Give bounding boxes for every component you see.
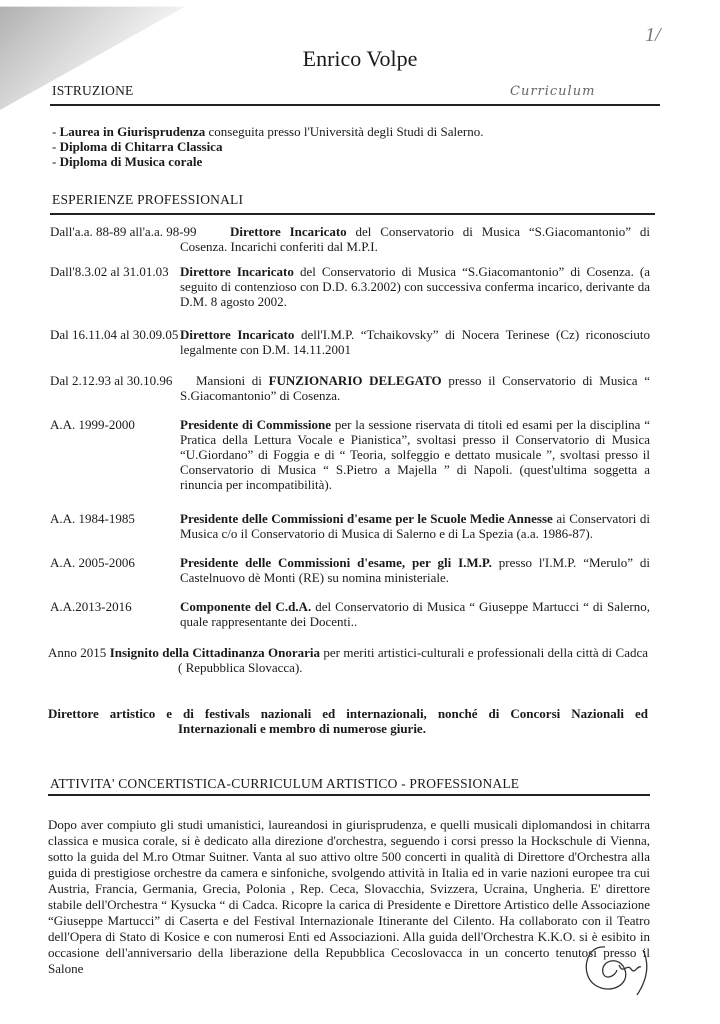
entry-body: Direttore Incaricato dell'I.M.P. “Tchaikovsky” di Nocera Terinese (Cz) riconosciuto legalmente con D.M. 14.11.2001 bbox=[180, 327, 650, 357]
education-item: - Diploma di Musica corale bbox=[52, 154, 203, 169]
entry-body: Presidente delle Commissioni d'esame per le Scuole Medie Annesse ai Conservatori di Musica c/o il Conservatorio di Musica di Salerno e di La Spezia (a.a. 1986-87). bbox=[180, 511, 650, 541]
experience-entry bbox=[48, 645, 648, 675]
entry-date: Dall'a.a. 88-89 all'a.a. 98-99 bbox=[50, 224, 197, 239]
education-item: - Diploma di Chitarra Classica bbox=[52, 139, 223, 154]
divider bbox=[50, 213, 655, 215]
experience-entry bbox=[50, 327, 650, 357]
experience-entry bbox=[50, 373, 650, 403]
entry-body: Direttore Incaricato del Conservatorio di Musica “S.Giacomantonio” di Cosenza. (a seguito di contenzioso con D.D. 6.3.2002) con successiva conferma incarico, derivante da D.M. 8 agosto 2002. bbox=[180, 264, 650, 309]
entry-body: Componente del C.d.A. del Conservatorio di Musica “ Giuseppe Martucci “ di Salerno, quale rappresentante dei Docenti.. bbox=[180, 599, 650, 629]
entry-date: Dal 2.12.93 al 30.10.96 bbox=[50, 373, 173, 388]
entry-body: Anno 2015 Insignito della Cittadinanza Onoraria per meriti artistici-culturali e professionali della città di Cadca ( Repubblica Slovacca). bbox=[48, 645, 649, 675]
section-heading-attivita: ATTIVITA' CONCERTISTICA-CURRICULUM ARTISTICO - PROFESSIONALE bbox=[50, 776, 520, 791]
note-line: Direttore artistico e di festivals nazionali ed internazionali, nonché di Concorsi Nazionali ed bbox=[48, 706, 648, 721]
note-line: Internazionali e membro di numerose giurie. bbox=[178, 721, 426, 736]
section-heading-esperienze: ESPERIENZE PROFESSIONALI bbox=[52, 192, 244, 207]
entry-body: Direttore Incaricato del Conservatorio di Musica “S.Giacomantonio” di Cosenza. Incarichi conferiti dal M.P.I. bbox=[180, 224, 650, 254]
entry-date: Anno 2015 bbox=[48, 645, 107, 660]
signature-icon bbox=[575, 935, 655, 1005]
entry-date: Dall'8.3.02 al 31.01.03 bbox=[50, 264, 169, 279]
entry-body: Mansioni di FUNZIONARIO DELEGATO presso il Conservatorio di Musica “ S.Giacomantonio” di Cosenza. bbox=[180, 373, 650, 403]
education-item: - Laurea in Giurisprudenza conseguita presso l'Università degli Studi di Salerno. bbox=[52, 124, 484, 139]
section-heading-istruzione: ISTRUZIONE bbox=[52, 83, 134, 98]
entry-date: Dal 16.11.04 al 30.09.05 bbox=[50, 327, 179, 342]
entry-date: A.A. 1999-2000 bbox=[50, 417, 135, 432]
entry-date: A.A. 2005-2006 bbox=[50, 555, 135, 570]
experience-entry bbox=[50, 417, 650, 492]
biography-paragraph: Dopo aver compiuto gli studi umanistici, laureandosi in giurisprudenza, e quelli musicali diplomandosi in chitarra classica e musica corale, si è dedicato alla direzione d'orchestra, seguendo i corsi presso la Hockschule di Vienna, sotto la guida del M.ro Otmar Suitner. Vanta al suo attivo oltre 500 concerti in qualità di Direttore d'Orchestra alla guida di prestigiose orchestre da camera e sinfoniche, svolgendo attività in Italia ed in varie nazioni europee tra cui Austria, Francia, Germania, Grecia, Polonia , Rep. Ceca, Slovacchia, Svizzera, Ucraina, Ungheria. E' direttore stabile dell'Orchestra “ Kysucka “ di Cadca. Ricopre la carica di Presidente e Direttore Artistico delle Associazione “Giuseppe Martucci” di Caserta e del Festival Internazionale Itinerante del Cilento. Ha collaborato con il Teatro dell'Opera di Stato di Kosice e con numerosi Enti ed Associazioni. Alla guida dell'Orchestra K.K.O. si è esibito in occasione dell'anniversario della liberazione della Repubblica Cecoslovacca in un concerto tenutosi presso il Salone bbox=[48, 817, 650, 976]
divider bbox=[50, 104, 660, 106]
experience-entry bbox=[50, 599, 650, 629]
page-title: Enrico Volpe bbox=[302, 46, 418, 71]
artistic-director-note bbox=[48, 706, 648, 736]
education-list bbox=[52, 124, 483, 169]
experience-entry bbox=[50, 555, 650, 585]
page-mark: 1/ bbox=[645, 24, 661, 46]
entry-body: Presidente di Commissione per la sessione riservata di titoli ed esami per la disciplina “ Pratica della Lettura Vocale e Pianistica”, svoltasi presso il Conservatorio di Musica “U.Giordano” di Foggia e di “ Teoria, solfeggio e dettato musicale ”, svoltasi presso il Conservatorio di Musica “ S.Pietro a Majella ” di Napoli. (quest'ultima soggetta a rinuncia per incompatibilità). bbox=[180, 417, 651, 492]
entry-date: A.A. 1984-1985 bbox=[50, 511, 135, 526]
experience-entry bbox=[50, 264, 650, 309]
entry-date: A.A.2013-2016 bbox=[50, 599, 132, 614]
divider bbox=[48, 794, 650, 796]
entry-body: Presidente delle Commissioni d'esame, per gli I.M.P. presso l'I.M.P. “Merulo” di Castelnuovo dè Monti (RE) su nomina ministeriale. bbox=[180, 555, 650, 585]
handwritten-note: Curriculum bbox=[510, 84, 596, 99]
experience-entry bbox=[50, 511, 650, 541]
experience-entry bbox=[50, 224, 650, 254]
